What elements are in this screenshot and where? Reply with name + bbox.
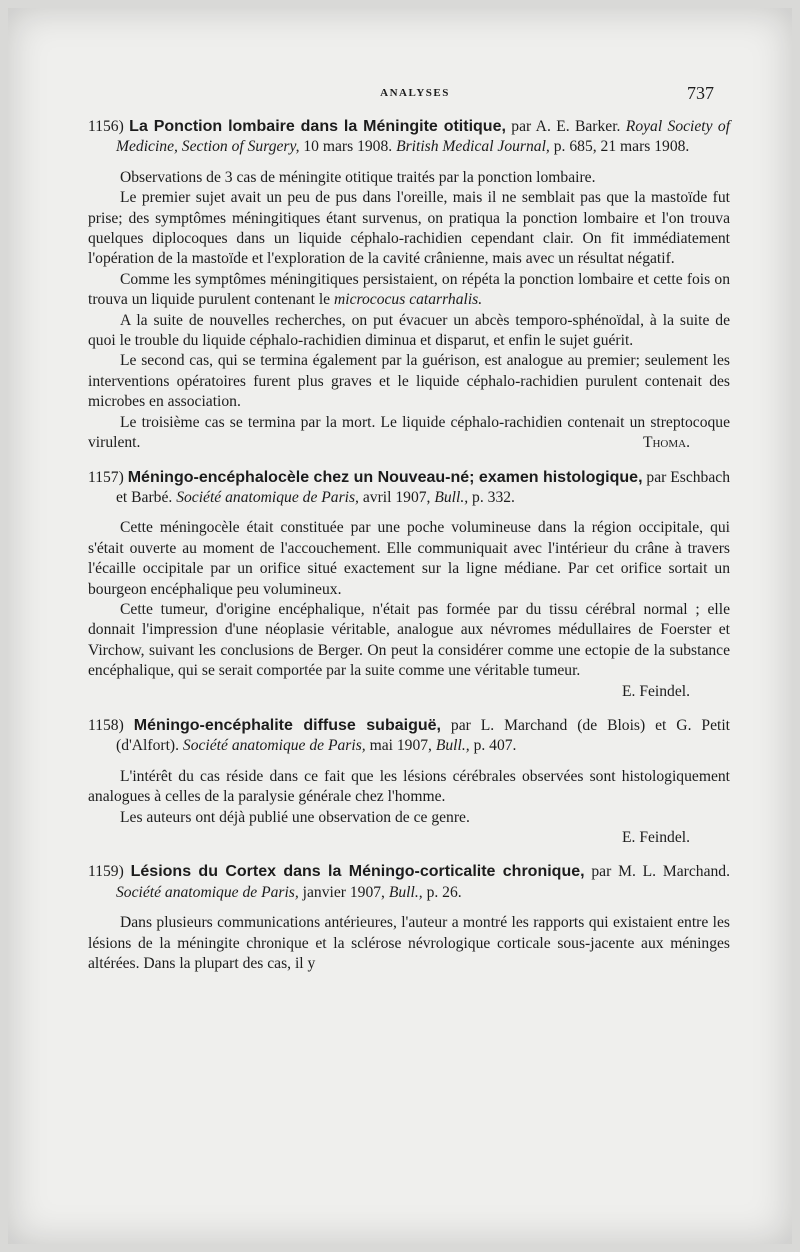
entry-date-secondary: p. 332. bbox=[472, 488, 515, 506]
page-number: 737 bbox=[687, 83, 714, 103]
abstract-entry-1158 bbox=[88, 716, 730, 848]
paragraph-text: Le troisième cas se termina par la mort. Le liquide céphalo-rachidien contenait un streptocoque virulent. bbox=[88, 413, 730, 452]
entry-title: Lésions du Cortex dans la Méningo-corticalite chronique, bbox=[130, 863, 585, 881]
entry-heading bbox=[88, 862, 730, 903]
entry-title: La Ponction lombaire dans la Méningite otitique, bbox=[129, 118, 506, 135]
entry-date-secondary: p. 407. bbox=[473, 737, 517, 755]
paragraph: Dans plusieurs communications antérieures, l'auteur a montré les rapports qui existaient entre les lésions de la méningite chronique et la sclérose névrologique corticale sous-jacente aux méninges altérées. Dans la plupart des cas, il y bbox=[88, 914, 730, 973]
page-body bbox=[88, 117, 730, 974]
entry-number: 1157) bbox=[88, 468, 124, 486]
entry-title: Méningo-encéphalocèle chez un Nouveau-né; examen histologique, bbox=[127, 468, 643, 486]
entry-journal-secondary: Bull., bbox=[434, 488, 469, 506]
entry-date: janvier 1907, bbox=[302, 883, 385, 901]
paragraph-italic-term: micrococus catarrhalis. bbox=[333, 291, 483, 309]
entry-number: 1158) bbox=[88, 716, 124, 734]
entry-separator bbox=[88, 454, 730, 468]
signature: E. Feindel. bbox=[622, 829, 690, 846]
scanned-page bbox=[8, 8, 792, 1244]
entry-journal-secondary: Bull., bbox=[388, 883, 423, 901]
entry-journal: Société anatomique de Paris, bbox=[116, 883, 299, 901]
entry-separator bbox=[88, 848, 730, 862]
paragraph: Le premier sujet avait un peu de pus dans l'oreille, mais il ne semblait pas que la mastoïde fut prise; des symptômes méningitiques étant survenus, on pratiqua la ponction lombaire et l'on trouva quelques diplocoques dans un liquide céphalo-rachidien cependant clair. On fit immédiatement l'opération de la mastoïde et l'exploration de la cavité crânienne, mais avec un résultat négatif. bbox=[88, 189, 730, 268]
signature: Thoma. bbox=[642, 434, 690, 452]
running-header bbox=[116, 83, 714, 105]
paragraph bbox=[88, 413, 730, 454]
signature: E. Feindel. bbox=[622, 682, 690, 700]
running-title: ANALYSES bbox=[380, 87, 450, 99]
entry-date-secondary: p. 685, 21 mars 1908. bbox=[553, 138, 690, 156]
paragraph bbox=[88, 270, 730, 311]
paragraph: Les auteurs ont déjà publié une observation de ce genre. bbox=[120, 808, 470, 826]
entry-journal: Royal Society of Medicine, Section of Surgery, bbox=[116, 118, 731, 156]
entry-heading bbox=[88, 716, 730, 757]
paragraph: L'intérêt du cas réside dans ce fait que les lésions cérébrales observées sont histologiquement analogues à celles de la paralysie générale chez l'homme. bbox=[88, 767, 730, 806]
entry-heading bbox=[88, 117, 730, 158]
entry-date-secondary: p. 26. bbox=[426, 883, 462, 901]
entry-separator bbox=[88, 702, 730, 716]
paragraph: A la suite de nouvelles recherches, on put évacuer un abcès temporo-sphénoïdal, à la suite de quoi le trouble du liquide céphalo-rachidien diminua et disparut, et enfin le sujet guérit. bbox=[88, 311, 730, 350]
entry-author: par M. L. Marchand. bbox=[591, 863, 730, 881]
paragraph-text: Comme les symptômes méningitiques persistaient, on répéta la ponction lombaire et cette fois on trouva un liquide purulent contenant le bbox=[88, 270, 730, 309]
entry-journal-secondary: Bull., bbox=[435, 737, 470, 755]
paragraph: Cette tumeur, d'origine encéphalique, n'était pas formée par du tissu cérébral normal ; elle donnait l'impression d'une néoplasie véritable, analogue aux névromes médullaires de Foerster et Virchow, suivant les conclusions de Berger. On peut la considérer comme une ectopie de la substance encéphalique, qui se serait comportée par la suite comme une véritable tumeur. bbox=[88, 600, 730, 680]
entry-journal: Société anatomique de Paris, bbox=[176, 488, 359, 506]
abstract-entry-1159 bbox=[88, 862, 730, 974]
entry-heading bbox=[88, 468, 730, 509]
abstract-entry-1156 bbox=[88, 117, 730, 454]
entry-number: 1159) bbox=[88, 863, 124, 881]
entry-title: Méningo-encéphalite diffuse subaiguë, bbox=[133, 716, 441, 734]
entry-journal: Société anatomique de Paris, bbox=[182, 737, 366, 755]
paragraph: Observations de 3 cas de méningite otitique traités par la ponction lombaire. bbox=[120, 168, 596, 186]
entry-number: 1156) bbox=[88, 118, 124, 135]
entry-date: 10 mars 1908. bbox=[303, 138, 393, 156]
entry-author: par Eschbach et Barbé. bbox=[116, 468, 730, 506]
entry-date: avril 1907, bbox=[362, 488, 431, 506]
paragraph: Cette méningocèle était constituée par une poche volumineuse dans la région occipitale, qui s'était ouverte au moment de l'accouchement. Elle communiquait avec l'intérieur du crâne à travers l'écaille occipitale par un orifice situé exactement sur la ligne médiane. Par cet orifice sortait un bourgeon encéphalique peu volumineux. bbox=[88, 519, 730, 598]
paragraph: Le second cas, qui se termina également par la guérison, est analogue au premier; seulement les interventions opératoires furent plus graves et le liquide céphalo-rachidien purulent contenait des microbes en association. bbox=[88, 352, 730, 411]
entry-journal-secondary: British Medical Journal, bbox=[396, 138, 550, 156]
entry-author: par A. E. Barker. bbox=[511, 118, 621, 135]
entry-date: mai 1907, bbox=[369, 737, 432, 755]
entry-author: par L. Marchand (de Blois) et G. Petit (d'Alfort). bbox=[116, 716, 730, 755]
abstract-entry-1157 bbox=[88, 468, 730, 702]
